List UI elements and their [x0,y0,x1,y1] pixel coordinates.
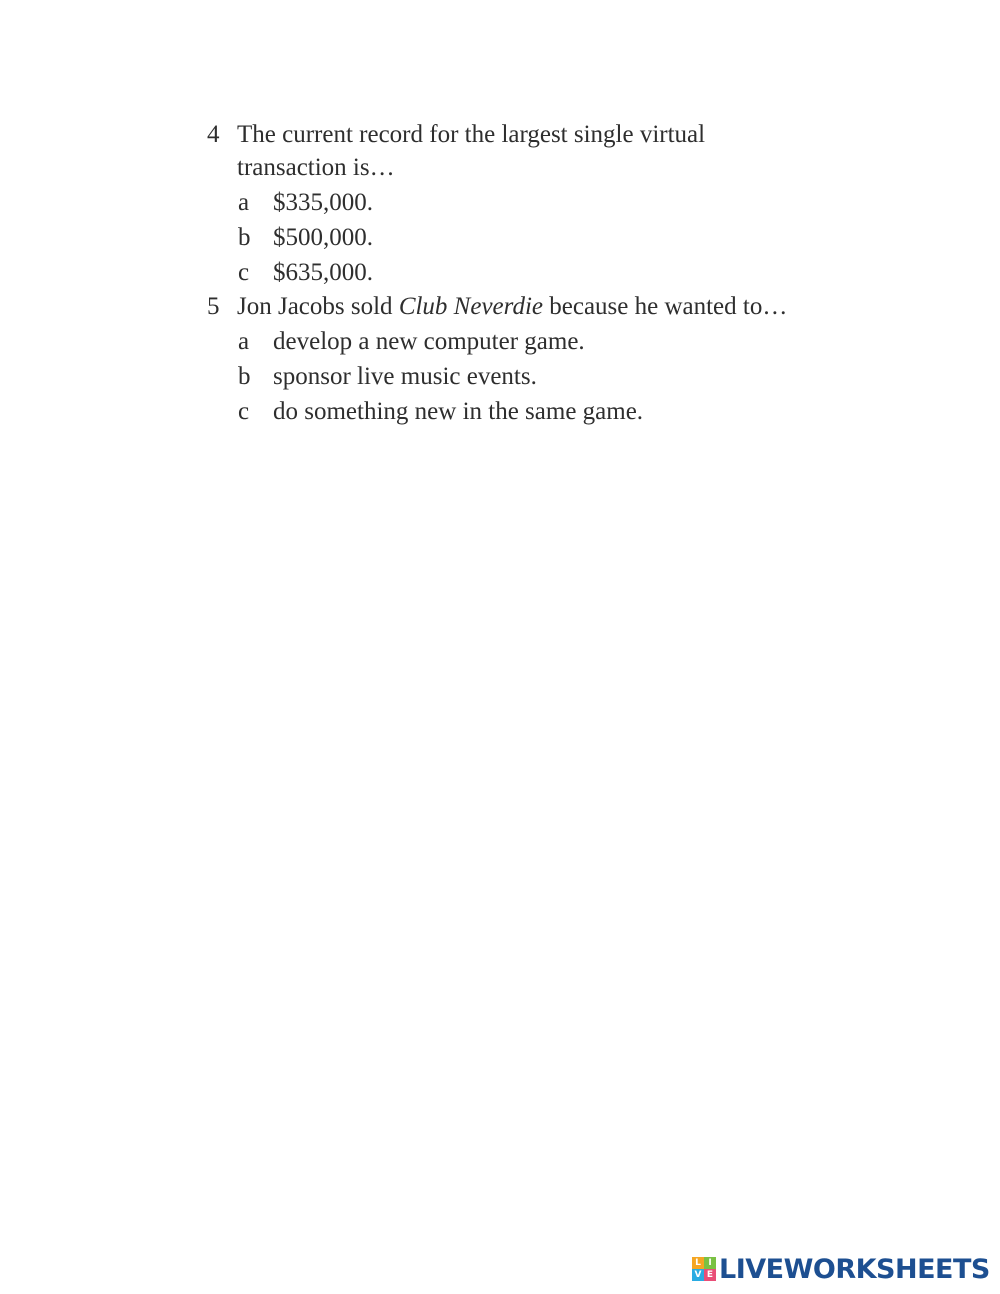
answer-option-a[interactable] [207,324,847,359]
answer-options [207,185,847,290]
game-title-italic: Club Neverdie [398,293,543,320]
logo-badge-letter: L [692,1257,704,1269]
option-text: $335,000. [273,189,373,216]
question-4 [207,118,847,290]
option-letter: b [238,363,251,390]
question-4-prompt [207,118,847,184]
answer-option-b[interactable] [207,220,847,255]
answer-option-b[interactable] [207,359,847,394]
answer-options [207,324,847,429]
option-text: $635,000. [273,259,373,286]
option-letter: c [238,259,250,286]
option-text: develop a new computer game. [273,328,585,355]
question-5 [207,290,847,429]
question-5-prompt [207,290,847,323]
answer-option-a[interactable] [207,185,847,220]
answer-option-c[interactable] [207,255,847,290]
logo-badge-letter: V [692,1269,704,1281]
question-text-line [237,290,847,323]
option-letter: b [238,224,251,251]
option-text: do something new in the same game. [273,398,644,425]
liveworksheets-logo [692,1254,990,1284]
question-text-line: The current record for the largest single virtual [237,121,706,148]
question-number: 5 [207,293,220,320]
question-text-line: transaction is… [237,154,395,181]
logo-text: LIVEWORKSHEETS [719,1253,990,1285]
option-letter: a [238,328,250,355]
question-text-plain: Jon Jacobs sold [237,293,399,320]
logo-badge-letter: I [704,1257,716,1269]
logo-badge-icon [692,1257,716,1281]
logo-badge-letter: E [704,1269,716,1281]
question-number: 4 [207,121,220,148]
option-text: sponsor live music events. [273,363,537,390]
option-letter: a [238,189,250,216]
option-letter: c [238,398,250,425]
option-text: $500,000. [273,224,373,251]
question-text-plain: because he wanted to… [543,293,788,320]
answer-option-c[interactable] [207,394,847,429]
